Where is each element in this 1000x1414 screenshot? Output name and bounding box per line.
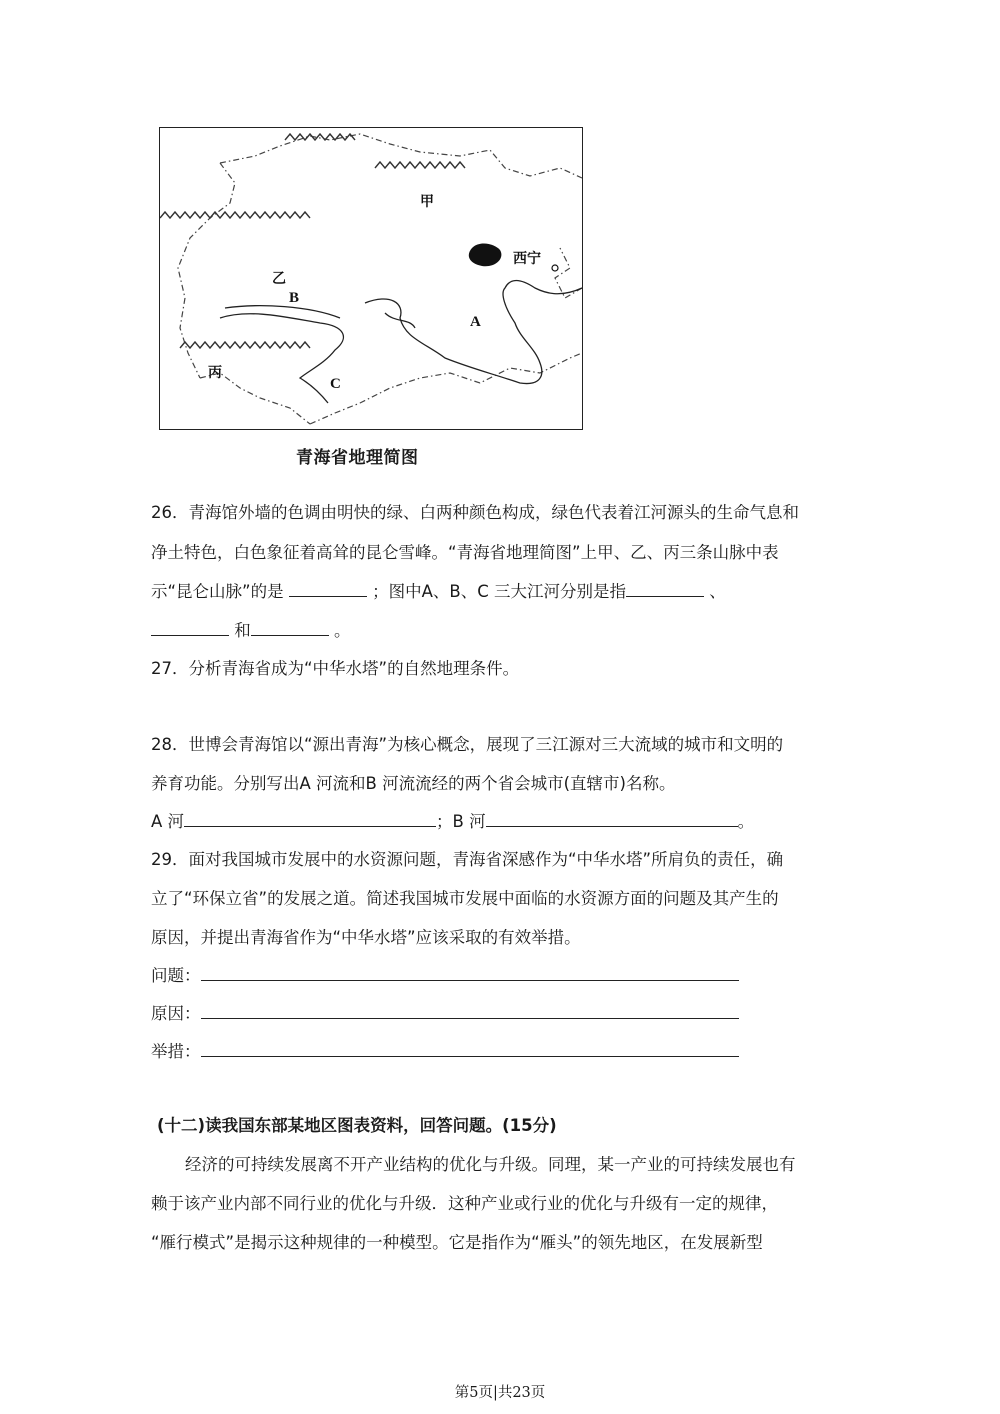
q28-line1: 28．世博会青海馆以“源出青海”为核心概念，展现了三江源对三大流域的城市和文明的 — [151, 735, 784, 754]
q28-answer-line — [151, 810, 754, 834]
answer-blank-river-a-cities[interactable] — [184, 810, 436, 827]
section12-para-line3: “雁行模式”是揭示这种规律的一种模型。它是指作为“雁头”的领先地区，在发展新型 — [151, 1233, 763, 1252]
q29-problem-label: 问题： — [151, 966, 201, 985]
section12-heading: (十二)读我国东部某地区图表资料，回答问题。(15分) — [157, 1116, 557, 1135]
answer-blank-river-b-cities[interactable] — [486, 810, 738, 827]
page-footer: 第5页|共23页 — [454, 1385, 546, 1401]
q29-line2: 立了“环保立省”的发展之道。简述我国城市发展中面临的水资源方面的问题及其产生的 — [151, 889, 779, 908]
label-yi: 乙 — [272, 271, 286, 287]
xining-marker — [552, 265, 558, 271]
q29-line3: 原因，并提出青海省作为“中华水塔”应该采取的有效举措。 — [151, 928, 581, 947]
q29-measure-label: 举措： — [151, 1042, 201, 1061]
map-caption: 青海省地理简图 — [296, 448, 419, 468]
mountain-range-jia — [375, 162, 465, 168]
label-river-c: C — [330, 376, 341, 392]
q26-text-end: 。 — [334, 621, 351, 640]
q26-line3 — [151, 580, 726, 604]
q29-measure-row — [151, 1040, 739, 1064]
mountain-range-yi — [160, 212, 310, 218]
mountain-range-bing — [180, 342, 310, 348]
qinghai-map-svg — [160, 128, 584, 431]
label-river-b: B — [289, 290, 300, 306]
river-c — [220, 314, 343, 403]
mountain-ranges — [160, 134, 465, 348]
mountain-range-north — [285, 134, 355, 140]
q27-line1: 27．分析青海省成为“中华水塔”的自然地理条件。 — [151, 659, 520, 678]
q29-line1: 29．面对我国城市发展中的水资源问题，青海省深感作为“中华水塔”所肩负的责任，确 — [151, 850, 784, 869]
qinghai-lake — [469, 244, 502, 267]
label-river-a: A — [470, 314, 481, 330]
q28-end: 。 — [737, 812, 755, 831]
section12-para-line1: 经济的可持续发展离不开产业结构的优化与升级。同理，某一产业的可持续发展也有 — [185, 1155, 796, 1174]
label-bing: 丙 — [208, 365, 222, 381]
label-jia: 甲 — [420, 194, 434, 210]
q29-problem-row — [151, 964, 739, 988]
q26-text-sep: 、 — [709, 582, 726, 601]
river-a — [365, 281, 582, 384]
q28-label-b: B 河 — [452, 812, 486, 831]
q26-text-and: 和 — [234, 621, 251, 640]
label-xining: 西宁 — [513, 251, 541, 267]
q26-text-rivers: ；图中A、B、C 三大江河分别是指 — [372, 582, 626, 601]
answer-blank-measure[interactable] — [201, 1040, 739, 1057]
q29-reason-row — [151, 1002, 739, 1026]
answer-blank-problem[interactable] — [201, 964, 739, 981]
section12-para-line2: 赖于该产业内部不同行业的优化与升级．这种产业或行业的优化与升级有一定的规律， — [151, 1194, 778, 1213]
q28-sep: ； — [436, 812, 453, 831]
q29-reason-label: 原因： — [151, 1004, 201, 1023]
answer-blank-reason[interactable] — [201, 1002, 739, 1019]
q26-line2: 净土特色，白色象征着高耸的昆仑雪峰。“青海省地理简图”上甲、乙、丙三条山脉中表 — [151, 543, 779, 562]
q26-text-kunlun: 示“昆仑山脉”的是 — [151, 582, 284, 601]
answer-blank-kunlun[interactable] — [289, 580, 367, 597]
q26-line1: 26．青海馆外墙的色调由明快的绿、白两种颜色构成，绿色代表着江河源头的生命气息和 — [151, 503, 799, 522]
province-boundary — [178, 134, 582, 424]
map-figure — [159, 127, 583, 430]
q28-line2: 养育功能。分别写出A 河流和B 河流流经的两个省会城市(直辖市)名称。 — [151, 774, 676, 793]
answer-blank-river-b[interactable] — [151, 619, 229, 636]
q26-line4 — [151, 619, 351, 643]
answer-blank-river-a[interactable] — [626, 580, 704, 597]
answer-blank-river-c[interactable] — [251, 619, 329, 636]
q28-label-a: A 河 — [151, 812, 185, 831]
